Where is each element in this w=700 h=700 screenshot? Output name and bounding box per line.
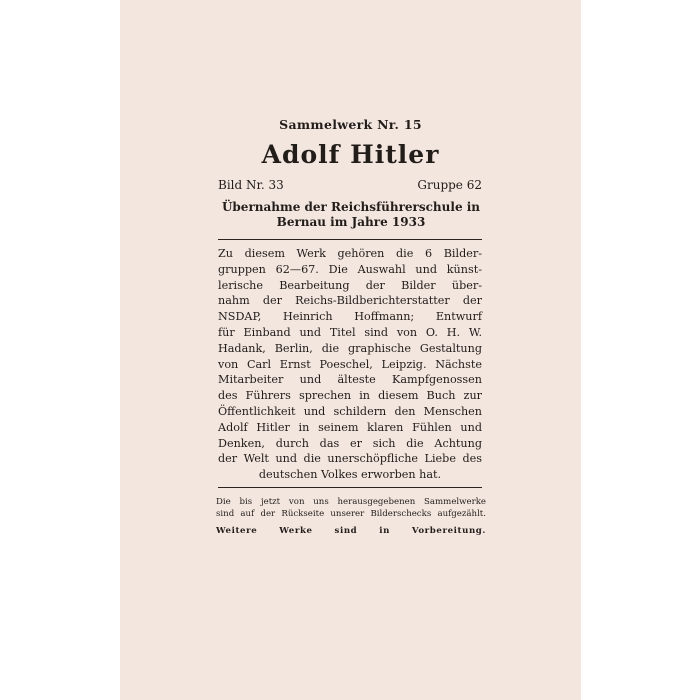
series-label: Sammelwerk Nr. 15: [279, 117, 422, 132]
subtitle-line: Übernahme der Reichsführerschule in: [221, 200, 481, 214]
body-line: gruppen 62—67. Die Auswahl und künst-: [218, 262, 482, 276]
picture-number: Bild Nr. 33: [218, 178, 284, 192]
footer-note: [216, 496, 486, 537]
body-line: für Einband und Titel sind von O. H. W.: [218, 325, 482, 339]
body-line: lerische Bearbeitung der Bilder über-: [218, 278, 482, 292]
body-line: Öffentlichkeit und schildern den Menschen: [218, 404, 482, 418]
footer-line: Weitere Werke sind in Vorbereitung.: [216, 526, 486, 536]
body-line: Zu diesem Werk gehören die 6 Bilder-: [218, 247, 482, 260]
body-line: des Führers sprechen in diesem Buch zur: [218, 389, 482, 403]
card-title: Adolf Hitler: [261, 140, 440, 169]
footer-line: sind auf der Rückseite unserer Bilderschecks aufgezählt.: [216, 509, 486, 519]
divider-top: [218, 239, 482, 240]
body-line: der Welt und die unerschöpfliche Liebe des: [218, 452, 482, 466]
card-subtitle: [200, 200, 502, 230]
body-line: Mitarbeiter und älteste Kampfgenossen: [218, 373, 482, 387]
body-line: Hadank, Berlin, die graphische Gestaltung: [218, 341, 482, 355]
body-line: Adolf Hitler in seinem klaren Fühlen und: [218, 420, 482, 434]
body-line: nahm der Reichs-Bildberichterstatter der: [218, 294, 482, 308]
body-line: deutschen Volkes erworben hat.: [258, 468, 442, 482]
footer-line: Die bis jetzt von uns herausgegebenen Sammelwerke: [216, 497, 486, 507]
collector-card: [120, 0, 581, 700]
group-number: Gruppe 62: [417, 178, 482, 192]
body-line: NSDAP, Heinrich Hoffmann; Entwurf: [218, 310, 482, 324]
body-paragraph: [218, 246, 482, 483]
body-line: von Carl Ernst Poeschel, Leipzig. Nächste: [218, 357, 482, 371]
body-line: Denken, durch das er sich die Achtung: [218, 436, 482, 450]
divider-bottom: [218, 487, 482, 488]
subtitle-line: Bernau im Jahre 1933: [276, 215, 426, 229]
